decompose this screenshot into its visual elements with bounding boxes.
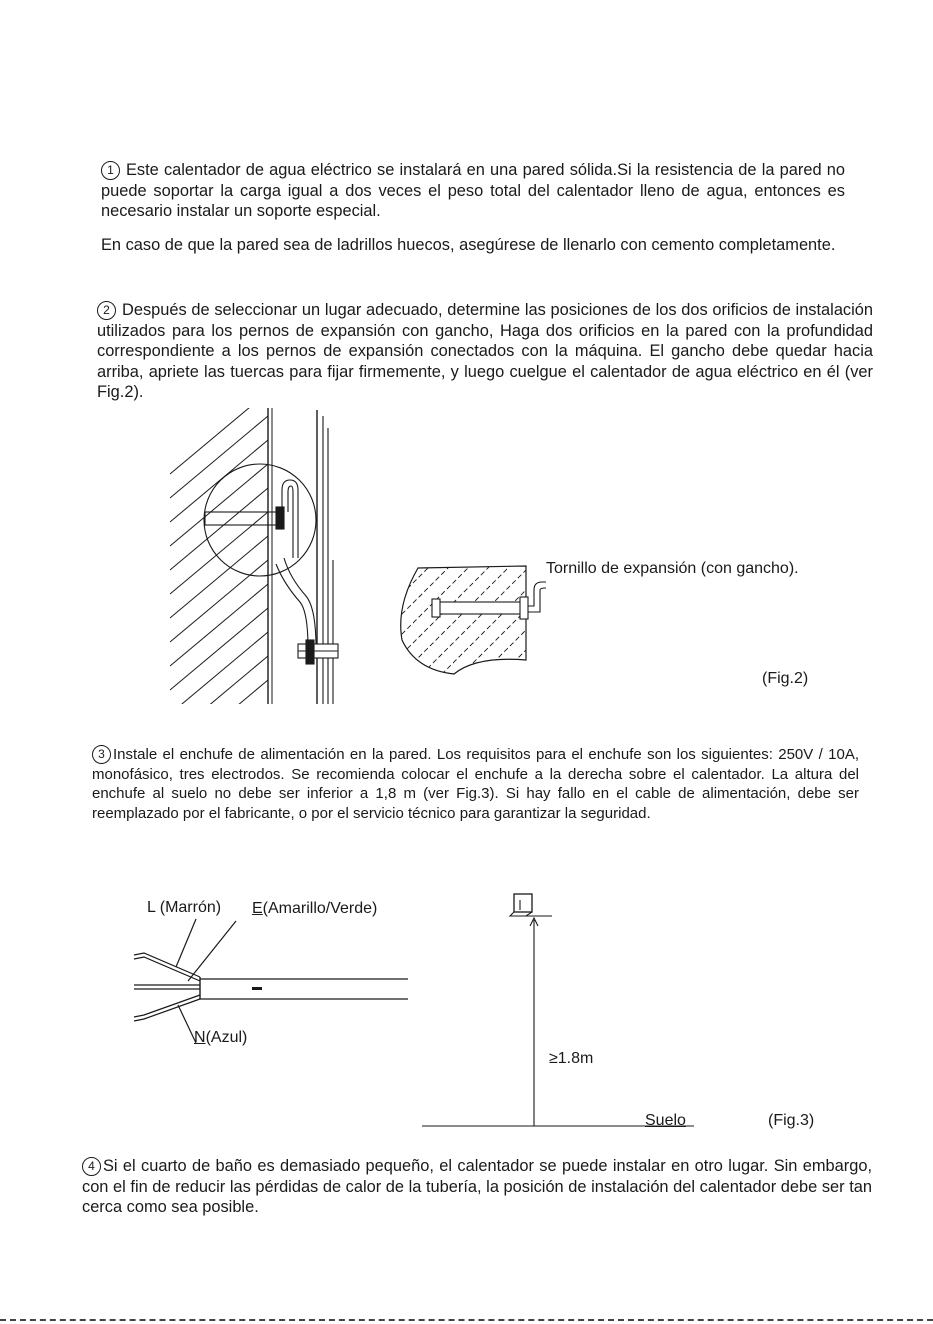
step-2-text: Después de seleccionar un lugar adecuado, determine las posiciones de los dos orificios de instalación utilizados para los pernos de expansión con gancho, Haga dos orificios en la pared con la profundidad correspondiente a los pernos de expansión conectados con la máquina. El gancho debe quedar hacia arriba, apriete las tuercas para fijar firmemente, y luego cuelgue el calentador de agua eléctrico en él (ver Fig.2). <box>97 301 873 401</box>
fig2-caption: (Fig.2) <box>762 670 809 687</box>
step-4-number: 4 <box>82 1157 101 1176</box>
fig3-height-label: ≥1.8m <box>549 1050 594 1067</box>
fig2-wall-section-diagram <box>160 408 350 708</box>
step-2-number: 2 <box>97 301 116 320</box>
step-1-note: En caso de que la pared sea de ladrillos huecos, asegúrese de llenarlo con cemento completamente. <box>101 236 836 254</box>
step-2-paragraph <box>97 300 873 403</box>
fig3-wire-l-label: L (Marrón) <box>147 899 222 916</box>
step-4-text: Si el cuarto de baño es demasiado pequeño, el calentador se puede instalar en otro lugar. Sin embargo, con el fin de reducir las pérdidas de calor de la tubería, la posición de instalación del calentador debe ser tan cerca como sea posible. <box>82 1157 872 1216</box>
step-3-text: Instale el enchufe de alimentación en la pared. Los requisitos para el enchufe son los siguientes: 250V / 10A, monofásico, tres electrodos. Se recomienda colocar el enchufe a la derecha sobre el calentador. La altura del enchufe al suelo no debe ser inferior a 1,8 m (ver Fig.3). Si hay fallo en el cable de alimentación, debe ser reemplazado por el fabricante, o por el servicio técnico para garantizar la seguridad. <box>92 746 859 822</box>
step-4-paragraph <box>82 1156 872 1218</box>
step-3-paragraph <box>92 745 859 823</box>
fig3-wire-n-letter: N <box>194 1029 206 1046</box>
fig3-cable-diagram <box>130 915 410 1055</box>
fig3-socket-height-diagram <box>420 890 820 1135</box>
step-1-text: Este calentador de agua eléctrico se instalará en una pared sólida.Si la resistencia de la pared no puede soportar la carga igual a dos veces el peso total del calentador lleno de agua, entonces es necesario instalar un soporte especial. <box>101 161 845 220</box>
fig2-bolt-label: Tornillo de expansión (con gancho). <box>546 560 799 577</box>
step-1-paragraph <box>101 160 845 222</box>
step-1-number: 1 <box>101 161 120 180</box>
fig3-wire-n-color: (Azul) <box>205 1029 248 1046</box>
step-3-number: 3 <box>92 745 111 764</box>
fig3-wire-n-label <box>194 1029 247 1047</box>
fig3-caption: (Fig.3) <box>768 1112 815 1129</box>
fig3-wire-e-color: (Amarillo/Verde) <box>262 900 378 917</box>
fig3-floor-label: Suelo <box>645 1112 686 1129</box>
fig3-wire-e-label <box>252 900 377 918</box>
socket-icon <box>510 894 552 916</box>
fig2-expansion-bolt-diagram <box>396 560 556 680</box>
fig3-wire-e-letter: E <box>252 900 263 917</box>
page-bottom-rule <box>0 1319 933 1321</box>
